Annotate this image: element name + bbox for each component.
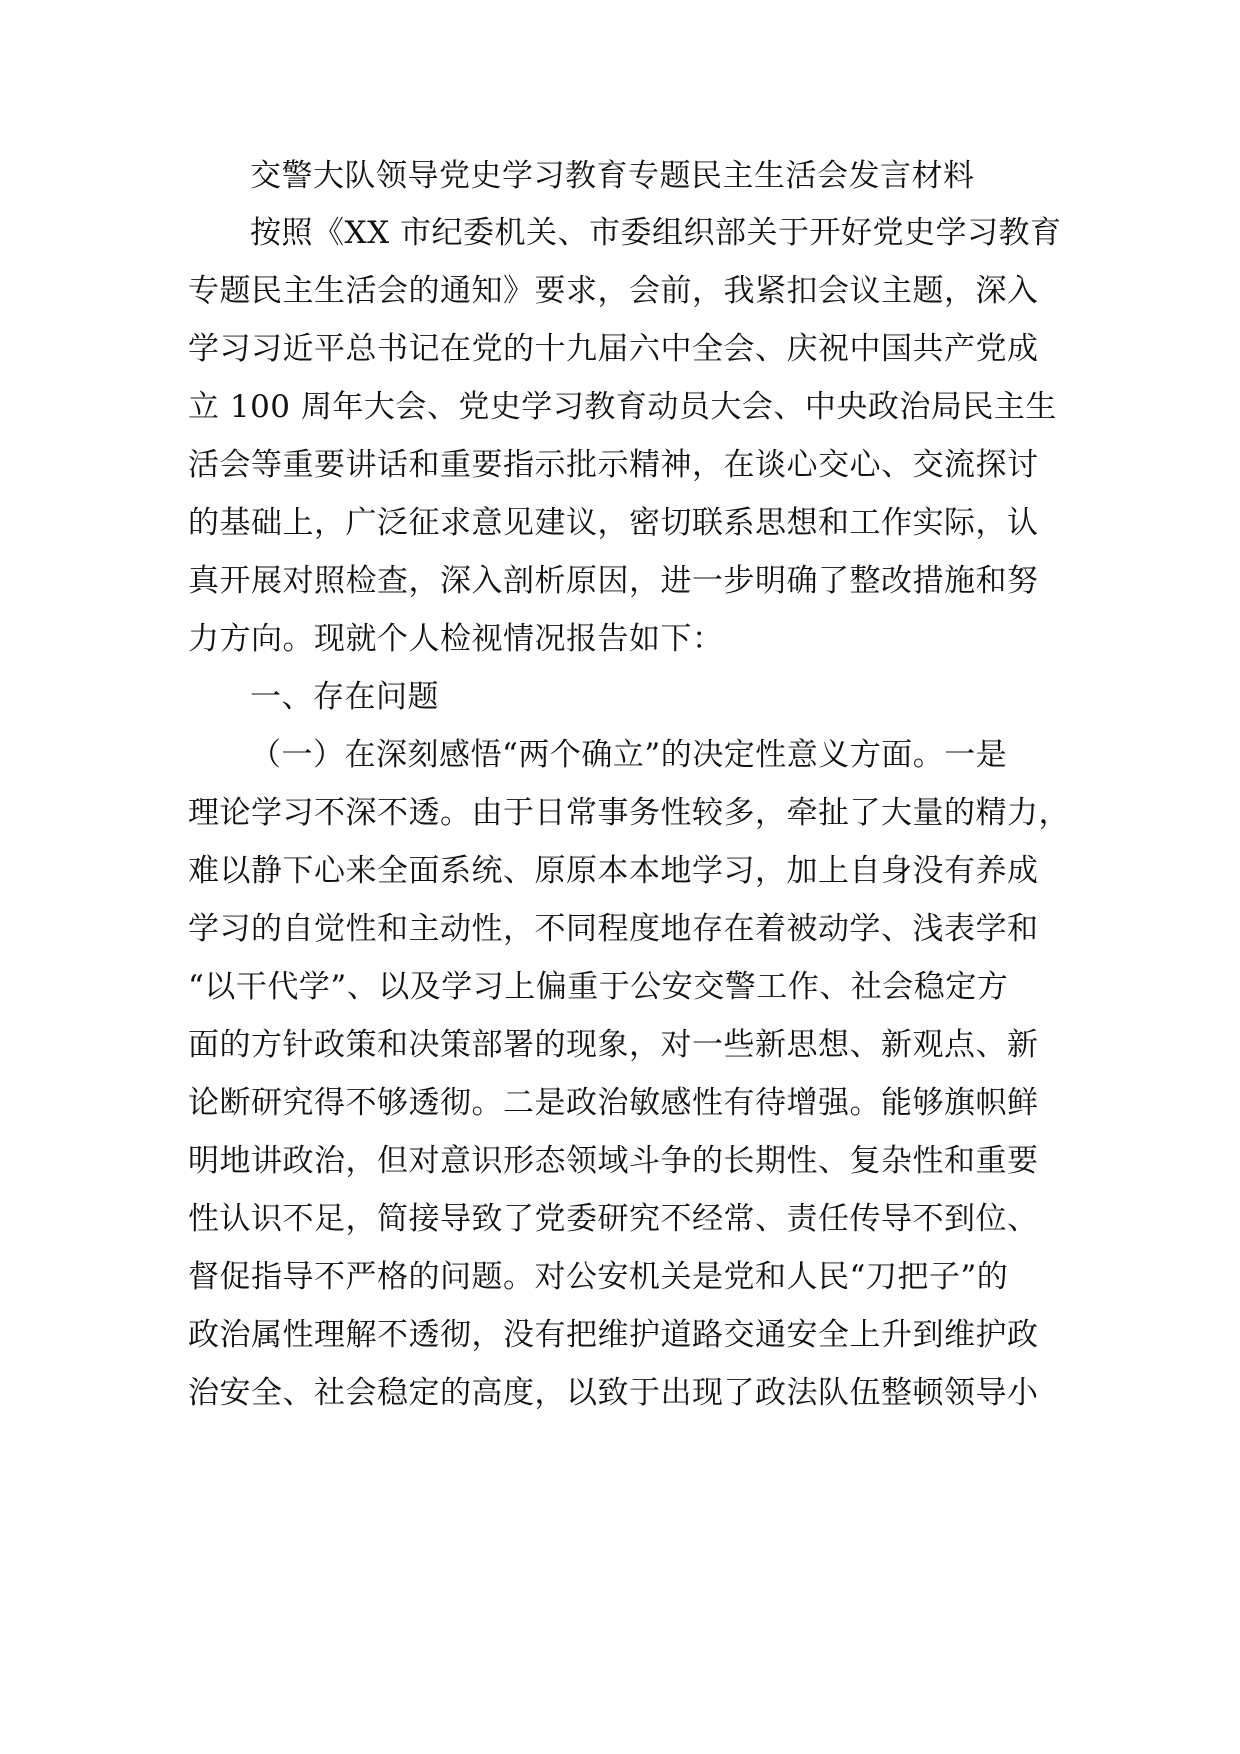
section-heading: 一、存在问题	[250, 679, 439, 715]
paragraph-line: 理论学习不深不透。由于日常事务性较多，牵扯了大量的精力，	[188, 795, 1070, 831]
paragraph-line: 督促指导不严格的问题。对公安机关是党和人民“刀把子”的	[188, 1259, 1009, 1295]
paragraph-line: 的基础上，广泛征求意见建议，密切联系思想和工作实际，认	[188, 505, 1039, 541]
paragraph-line: 治安全、社会稳定的高度，以致于出现了政法队伍整顿领导小	[188, 1375, 1039, 1411]
paragraph-line: 活会等重要讲话和重要指示批示精神，在谈心交心、交流探讨	[188, 447, 1039, 483]
document-title: 交警大队领导党史学习教育专题民主生活会发言材料	[250, 158, 975, 194]
paragraph-line: “以干代学”、以及学习上偏重于公安交警工作、社会稳定方	[188, 969, 1009, 1005]
paragraph-line: 性认识不足，简接导致了党委研究不经常、责任传导不到位、	[188, 1201, 1039, 1237]
paragraph-line: 按照《XX 市纪委机关、市委组织部关于开好党史学习教育	[250, 215, 1062, 251]
paragraph-line: 学习的自觉性和主动性，不同程度地存在着被动学、浅表学和	[188, 911, 1039, 947]
paragraph-line: 立 100 周年大会、党史学习教育动员大会、中央政治局民主生	[188, 389, 1057, 425]
paragraph-line: （一）在深刻感悟“两个确立”的决定性意义方面。一是	[250, 737, 1008, 773]
paragraph-line: 力方向。现就个人检视情况报告如下：	[188, 621, 724, 657]
paragraph-line: 明地讲政治，但对意识形态领域斗争的长期性、复杂性和重要	[188, 1143, 1039, 1179]
paragraph-line: 学习习近平总书记在党的十九届六中全会、庆祝中国共产党成	[188, 331, 1039, 367]
paragraph-line: 论断研究得不够透彻。二是政治敏感性有待增强。能够旗帜鲜	[188, 1085, 1039, 1121]
paragraph-line: 真开展对照检查，深入剖析原因，进一步明确了整改措施和努	[188, 563, 1039, 599]
paragraph-line: 政治属性理解不透彻，没有把维护道路交通安全上升到维护政	[188, 1317, 1039, 1353]
paragraph-line: 专题民主生活会的通知》要求，会前，我紧扣会议主题，深入	[188, 273, 1039, 309]
paragraph-line: 面的方针政策和决策部署的现象，对一些新思想、新观点、新	[188, 1027, 1039, 1063]
paragraph-line: 难以静下心来全面系统、原原本本地学习，加上自身没有养成	[188, 853, 1039, 889]
